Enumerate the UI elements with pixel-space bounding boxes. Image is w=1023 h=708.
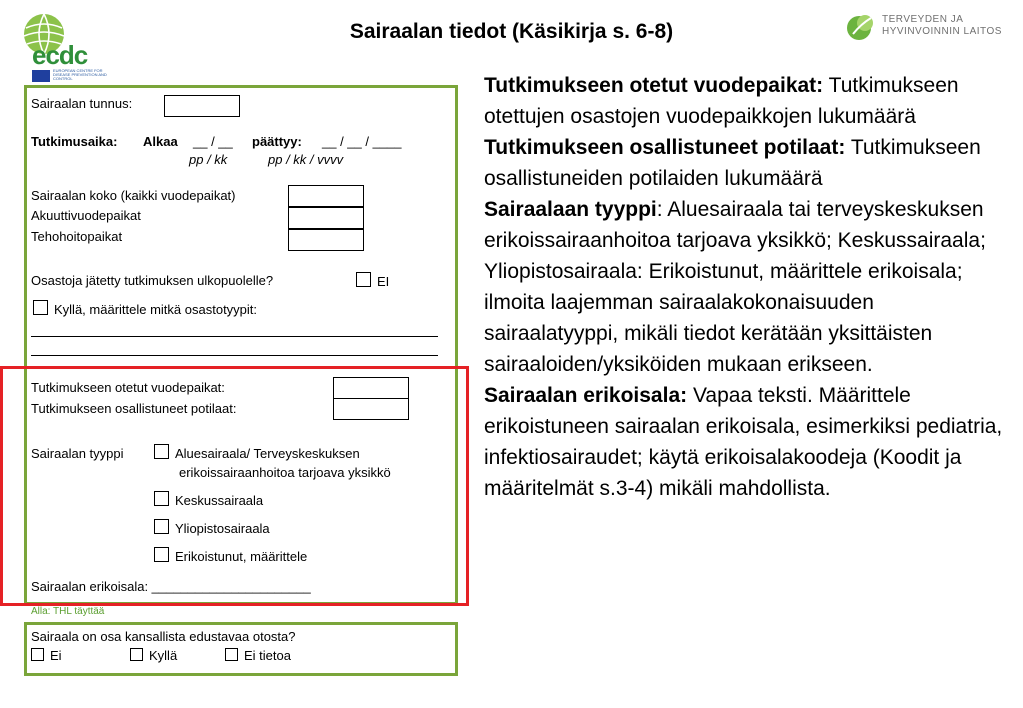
network-option-unknown[interactable]	[225, 648, 291, 664]
type-option-regional-line2: erikoissairaanhoitoa tarjoava yksikkö	[179, 465, 391, 480]
excluded-yes-label: Kyllä, määrittele mitkä osastotyypit:	[54, 302, 258, 317]
network-option-yes[interactable]	[130, 648, 177, 664]
type-option-specialized[interactable]	[154, 547, 307, 565]
ecdc-subtitle: EUROPEAN CENTRE FOR DISEASE PREVENTION AND CONTROL	[53, 68, 107, 81]
checkbox-network-no[interactable]	[31, 648, 44, 661]
checkbox-university[interactable]	[154, 519, 169, 534]
network-no-label: Ei	[50, 648, 62, 663]
ward-types-line-1[interactable]	[31, 336, 438, 337]
end-date-format: pp / kk / vvvv	[268, 152, 344, 167]
end-date-field[interactable]: __ / __ / ____	[322, 134, 402, 149]
checkbox-specialized[interactable]	[154, 547, 169, 562]
excluded-yes-option[interactable]	[33, 300, 257, 318]
included-patients-field[interactable]	[333, 398, 409, 420]
acute-beds-field[interactable]	[288, 207, 364, 229]
checkbox-no[interactable]	[356, 272, 371, 287]
acute-beds-label: Akuuttivuodepaikat	[31, 208, 141, 223]
eu-flag-icon	[32, 70, 50, 82]
ward-types-line-2[interactable]	[31, 355, 438, 356]
network-yes-label: Kyllä	[149, 648, 178, 663]
desc-specialty-term: Sairaalan erikoisala:	[484, 384, 688, 407]
page-title: Sairaalan tiedot (Käsikirja s. 6-8)	[349, 20, 674, 43]
hospital-size-label: Sairaalan koko (kaikki vuodepaikat)	[31, 188, 236, 203]
network-option-no[interactable]	[31, 648, 62, 664]
start-date-field[interactable]: __ / __	[193, 134, 233, 149]
desc-specialty	[484, 380, 1004, 504]
checkbox-network-unknown[interactable]	[225, 648, 238, 661]
desc-hospital-type-text: : Aluesairaala tai terveyskeskuksen erikoissairaanhoitoa tarjoava yksikkö; Keskussairaala; Yliopistosairaala: Erikoistunut, määrittele erikoisala; ilmoita laajemman sairaalakokonaisuuden sairaalatyyppi, mikäli tiedot kerätään yksittäisten sairaaloiden/yksiköiden mukaan erikseen.	[484, 198, 986, 376]
desc-included-beds-text: Tutkimukseen otettujen osastojen vuodepaikkojen lukumäärä	[484, 74, 959, 128]
excluded-no-option[interactable]	[356, 272, 389, 290]
desc-hospital-type-term: Sairaalaan tyyppi	[484, 198, 657, 221]
start-date-format: pp / kk	[189, 152, 228, 167]
description-text	[484, 70, 1004, 504]
type-option-specialized-label: Erikoistunut, määrittele	[175, 549, 308, 564]
checkbox-central[interactable]	[154, 491, 169, 506]
checkbox-regional[interactable]	[154, 444, 169, 459]
desc-specialty-text: Vapaa teksti. Määrittele erikoistuneen sairaalan erikoisala, esimerkiksi pediatria, infektiosairaudet; käytä erikoisalakoodeja (Koodit ja määritelmät s.3-4) mikäli mahdollista.	[484, 384, 1003, 500]
type-option-regional[interactable]	[154, 444, 360, 462]
desc-included-beds	[484, 70, 1004, 132]
checkbox-network-yes[interactable]	[130, 648, 143, 661]
ecdc-wordmark: ecdc	[32, 40, 88, 70]
desc-included-patients-text: Tutkimukseen osallistuneiden potilaiden lukumäärä	[484, 136, 981, 190]
start-label: Alkaa	[143, 134, 178, 149]
type-option-university-label: Yliopistosairaala	[175, 521, 270, 536]
desc-included-patients-term: Tutkimukseen osallistuneet potilaat:	[484, 136, 846, 159]
hospital-id-label: Sairaalan tunnus:	[31, 96, 133, 111]
hospital-id-field[interactable]	[164, 95, 240, 117]
study-period-label: Tutkimusaika:	[31, 134, 118, 149]
desc-included-patients	[484, 132, 1004, 194]
hospital-type-label: Sairaalan tyyppi	[31, 446, 124, 461]
excluded-wards-question: Osastoja jätetty tutkimuksen ulkopuolelle?	[31, 273, 274, 288]
included-beds-label: Tutkimukseen otetut vuodepaikat:	[31, 380, 225, 395]
thl-line1: TERVEYDEN JA	[882, 14, 964, 25]
network-question: Sairaala on osa kansallista edustavaa otosta?	[31, 629, 296, 644]
network-unknown-label: Ei tietoa	[244, 648, 291, 663]
checkbox-yes[interactable]	[33, 300, 48, 315]
hospital-size-field[interactable]	[288, 185, 364, 207]
type-option-university[interactable]	[154, 519, 270, 537]
excluded-no-label: EI	[377, 274, 390, 289]
type-option-central[interactable]	[154, 491, 263, 509]
type-option-central-label: Keskussairaala	[175, 493, 264, 508]
end-label: päättyy:	[252, 134, 302, 149]
desc-included-beds-term: Tutkimukseen otetut vuodepaikat:	[484, 74, 824, 97]
thl-line2: HYVINVOINNIN LAITOS	[882, 26, 1002, 37]
included-beds-field[interactable]	[333, 377, 409, 399]
icu-beds-field[interactable]	[288, 229, 364, 251]
thl-note: Alla: THL täyttää	[31, 606, 105, 617]
included-patients-label: Tutkimukseen osallistuneet potilaat:	[31, 401, 237, 416]
icu-beds-label: Tehohoitopaikat	[31, 229, 123, 244]
desc-hospital-type	[484, 194, 1004, 380]
type-option-regional-label: Aluesairaala/ Terveyskeskuksen	[175, 446, 360, 461]
specialty-label[interactable]: Sairaalan erikoisala: ______________________	[31, 579, 311, 594]
